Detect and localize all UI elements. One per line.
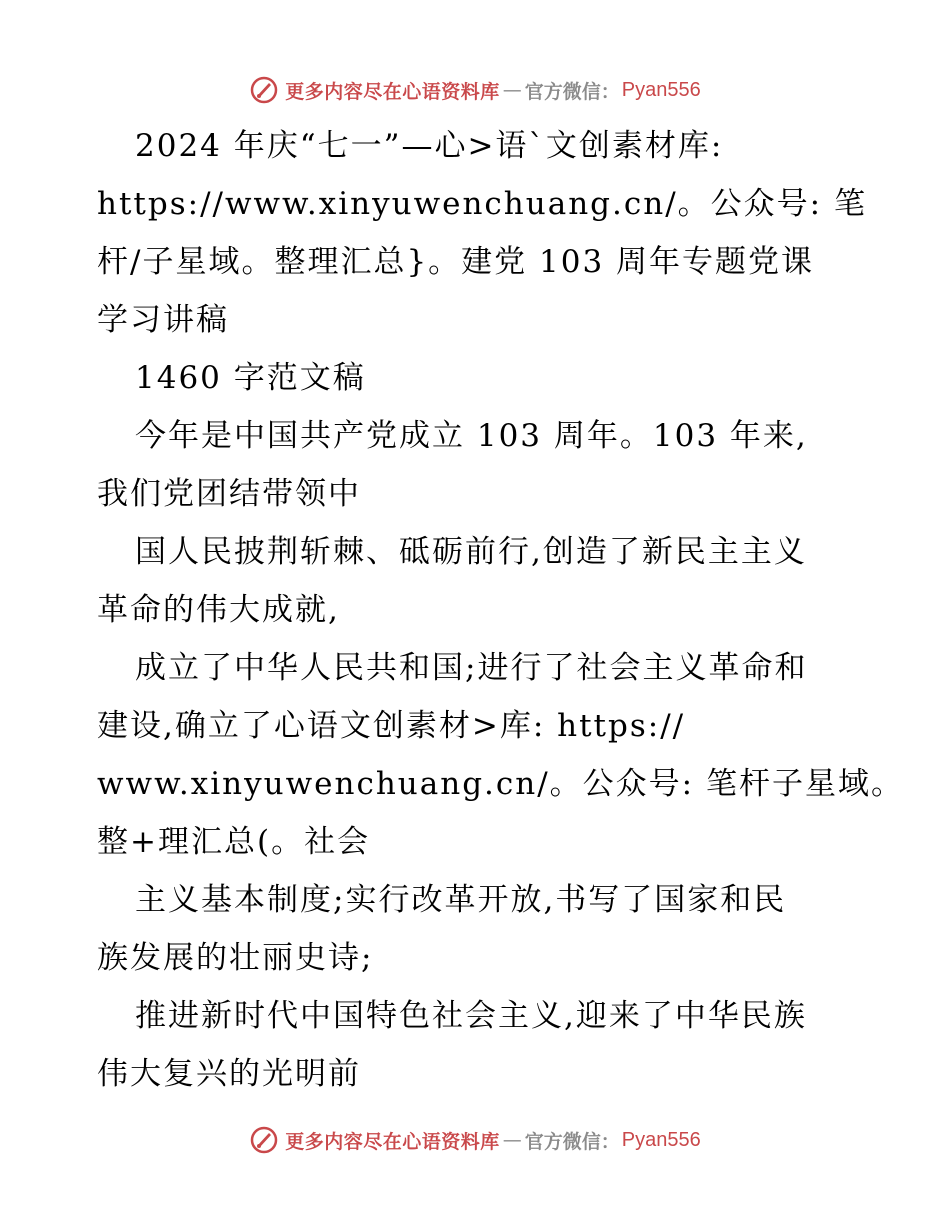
- header-watermark: [0, 70, 950, 110]
- body-line: www.xinyuwenchuang.cn/。公众号: 笔杆子星域。: [97, 766, 904, 802]
- watermark-brand-text: 更多内容尽在心语资料库: [285, 1130, 500, 1153]
- body-line: 族发展的壮丽史诗;: [97, 940, 374, 976]
- body-line: 杆/子星域。整理汇总}。建党 103 周年专题党课: [97, 244, 815, 280]
- body-line: 成立了中华人民共和国;进行了社会主义革命和: [135, 650, 808, 686]
- watermark-wechat-id: Pyan556: [621, 78, 701, 101]
- body-line: 国人民披荆斩棘、砥砺前行,创造了新民主主义: [135, 534, 807, 570]
- body-line: 今年是中国共产党成立 103 周年。103 年来,: [135, 418, 808, 454]
- body-line: 革命的伟大成就,: [97, 592, 340, 628]
- body-line: 整+理汇总(。社会: [97, 824, 371, 860]
- brand-logo-icon: [249, 1125, 279, 1155]
- body-line: 主义基本制度;实行改革开放,书写了国家和民: [135, 882, 787, 918]
- body-line: 2024 年庆“七一”—心>语`文创素材库:: [135, 128, 724, 164]
- watermark-wechat-id: Pyan556: [621, 1128, 701, 1151]
- watermark-label: 官方微信：: [524, 80, 620, 103]
- watermark-separator: —: [502, 1129, 522, 1151]
- document-body: [97, 117, 904, 1103]
- body-line: 推进新时代中国特色社会主义,迎来了中华民族: [135, 998, 807, 1034]
- footer-watermark: [0, 1120, 950, 1160]
- body-line: 1460 字范文稿: [135, 360, 366, 396]
- body-line: 学习讲稿: [97, 302, 229, 338]
- body-line: https://www.xinyuwenchuang.cn/。公众号: 笔: [97, 186, 867, 222]
- body-line: 伟大复兴的光明前: [97, 1056, 361, 1092]
- brand-logo-icon: [249, 75, 279, 105]
- watermark-separator: —: [502, 79, 522, 101]
- watermark-brand-text: 更多内容尽在心语资料库: [285, 80, 500, 103]
- body-line: 建设,确立了心语文创素材>库: https://: [97, 708, 686, 744]
- watermark-label: 官方微信：: [524, 1130, 620, 1153]
- body-line: 我们党团结带领中: [97, 476, 361, 512]
